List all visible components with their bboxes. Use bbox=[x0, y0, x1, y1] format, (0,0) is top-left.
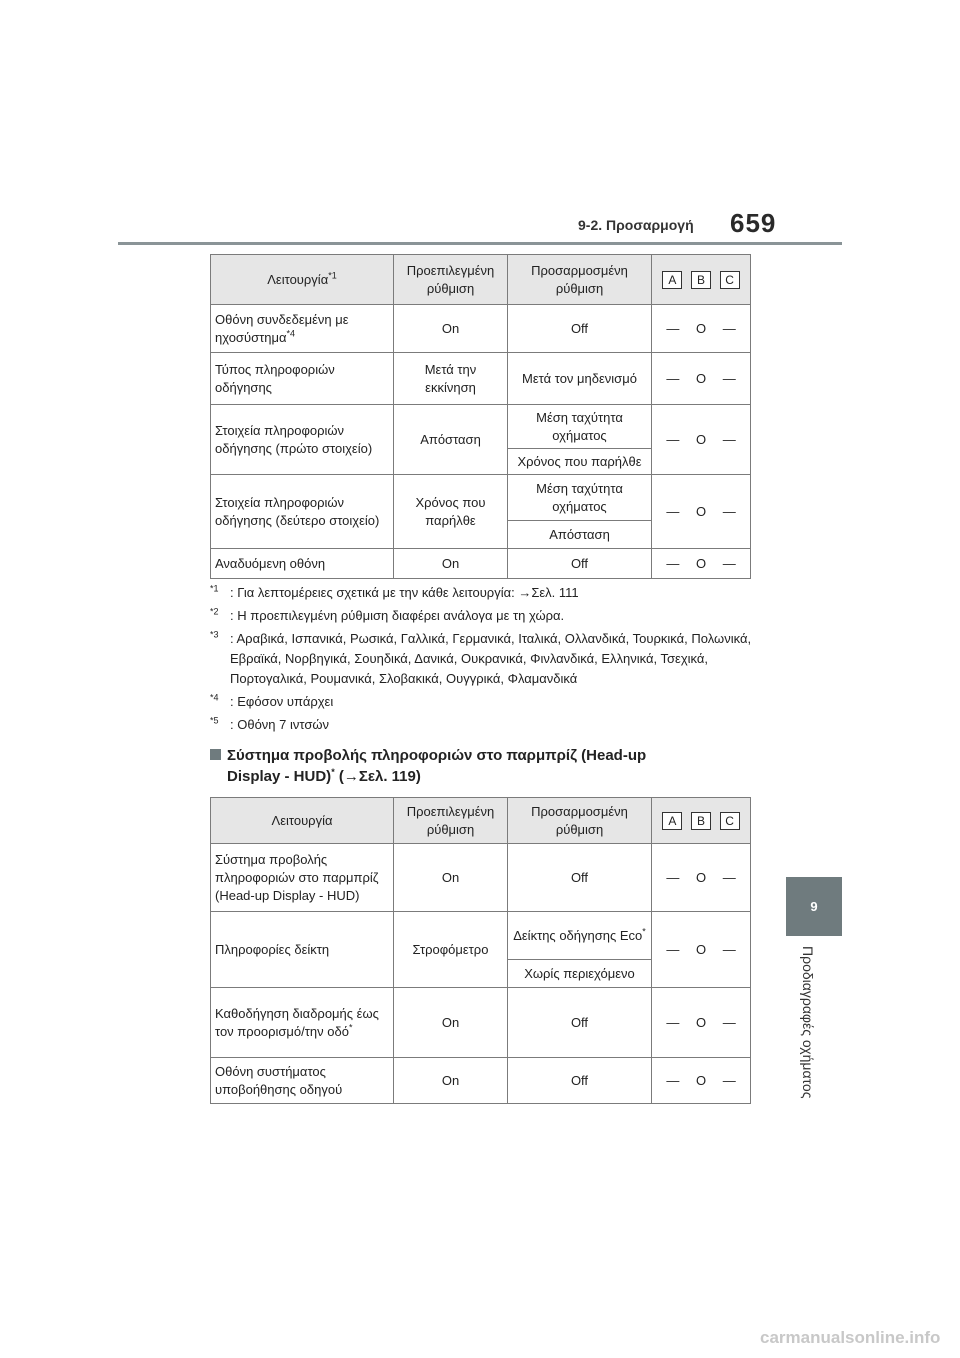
col-header-custom: Προσαρμοσμένη ρύθμιση bbox=[508, 798, 652, 844]
custom-cell: Χωρίς περιεχόμενο bbox=[508, 960, 652, 988]
col-header-abc bbox=[652, 798, 751, 844]
table-row bbox=[211, 912, 751, 960]
table-row bbox=[211, 1058, 751, 1104]
label-b: B bbox=[691, 271, 711, 289]
custom-cell: Off bbox=[508, 988, 652, 1058]
col-header-default: Προεπιλεγμένη ρύθμιση bbox=[394, 798, 508, 844]
custom-cell: Χρόνος που παρήλθε bbox=[508, 449, 652, 475]
table-row bbox=[211, 475, 751, 521]
function-cell: Οθόνη συνδεδεμένη με ηχοσύστημα$^{*4}$ bbox=[211, 305, 394, 353]
abc-cell: — O — bbox=[652, 475, 751, 549]
col-header-function: Λειτουργία bbox=[211, 798, 394, 844]
abc-cell: — O — bbox=[652, 1058, 751, 1104]
table-row bbox=[211, 844, 751, 912]
default-cell: On bbox=[394, 549, 508, 579]
label-a: A bbox=[662, 812, 682, 830]
abc-cell: — O — bbox=[652, 405, 751, 475]
function-cell: Αναδυόμενη οθόνη bbox=[211, 549, 394, 579]
custom-cell: Off bbox=[508, 305, 652, 353]
abc-cell: — O — bbox=[652, 988, 751, 1058]
abc-cell: — O — bbox=[652, 549, 751, 579]
footnote: $^{*3}$ : Αραβικά, Ισπανικά, Ρωσικά, Γαλλικά, Γερμανικά, Ιταλικά, Ολλανδικά, Τουρκικά, Πολωνικά, Εβραϊκά, Νορβηγικά, Σουηδικά, Δανικά, Ουκρανικά, Φινλανδικά, Ελληνικά, Τσεχικά, Πορτογαλικά, Ρουμανικά, Σλοβακικά, Ουγγρικά, Φλαμανδικά bbox=[210, 629, 752, 686]
default-cell: On bbox=[394, 1058, 508, 1104]
col-header-abc bbox=[652, 255, 751, 305]
header-divider bbox=[118, 242, 842, 245]
col-header-custom: Προσαρμοσμένη ρύθμιση bbox=[508, 255, 652, 305]
function-cell: Σύστημα προβολής πληροφοριών στο παρμπρίζ (Head-up Display - HUD) bbox=[211, 844, 394, 912]
footnote: $^{*2}$ : Η προεπιλεγμένη ρύθμιση διαφέρει ανάλογα με τη χώρα. bbox=[210, 606, 565, 623]
default-cell: On bbox=[394, 305, 508, 353]
footnote: $^{*5}$ : Οθόνη 7 ιντσών bbox=[210, 715, 329, 732]
label-a: A bbox=[662, 271, 682, 289]
custom-cell: Μέση ταχύτητα οχήματος bbox=[508, 475, 652, 521]
default-cell: Απόσταση bbox=[394, 405, 508, 475]
section-title: 9-2. Προσαρμογή bbox=[578, 217, 694, 233]
function-cell: Στοιχεία πληροφοριών οδήγησης (δεύτερο στοιχείο) bbox=[211, 475, 394, 549]
table-row bbox=[211, 549, 751, 579]
footnote: $^{*4}$ : Εφόσον υπάρχει bbox=[210, 692, 334, 709]
square-bullet-icon bbox=[210, 749, 221, 760]
custom-cell: Απόσταση bbox=[508, 521, 652, 549]
table-row bbox=[211, 305, 751, 353]
col-header-default: Προεπιλεγμένη ρύθμιση bbox=[394, 255, 508, 305]
settings-table-1 bbox=[210, 254, 751, 579]
abc-cell: — O — bbox=[652, 912, 751, 988]
abc-cell: — O — bbox=[652, 353, 751, 405]
label-c: C bbox=[720, 271, 740, 289]
custom-cell: Off bbox=[508, 549, 652, 579]
function-cell: Καθοδήγηση διαδρομής έως τον προορισμό/την οδό* bbox=[211, 988, 394, 1058]
table-row bbox=[211, 353, 751, 405]
custom-cell: Off bbox=[508, 1058, 652, 1104]
custom-cell: Off bbox=[508, 844, 652, 912]
chapter-tab: 9 bbox=[786, 877, 842, 936]
label-c: C bbox=[720, 812, 740, 830]
page-number: 659 bbox=[730, 208, 777, 238]
default-cell: On bbox=[394, 988, 508, 1058]
default-cell: On bbox=[394, 844, 508, 912]
default-cell: Χρόνος που παρήλθε bbox=[394, 475, 508, 549]
chapter-title: Προδιαγραφές οχήματος bbox=[800, 946, 816, 1099]
abc-cell: — O — bbox=[652, 305, 751, 353]
label-b: B bbox=[691, 812, 711, 830]
default-cell: Στροφόμετρο bbox=[394, 912, 508, 988]
function-cell: Οθόνη συστήματος υποβοήθησης οδηγού bbox=[211, 1058, 394, 1104]
custom-cell: Μετά τον μηδενισμό bbox=[508, 353, 652, 405]
settings-table-2 bbox=[210, 797, 751, 1104]
hud-section-heading: Σύστημα προβολής πληροφοριών στο παρμπρίζ (Head-up Display - HUD)* (→Σελ. 119) bbox=[210, 745, 750, 787]
function-cell: Πληροφορίες δείκτη bbox=[211, 912, 394, 988]
footnotes bbox=[210, 583, 770, 738]
custom-cell: Δείκτης οδήγησης Eco* bbox=[508, 912, 652, 960]
function-cell: Τύπος πληροφοριών οδήγησης bbox=[211, 353, 394, 405]
col-header-function: Λειτουργία$^{*1}$ bbox=[211, 255, 394, 305]
chapter-label bbox=[800, 946, 830, 1146]
default-cell: Μετά την εκκίνηση bbox=[394, 353, 508, 405]
footnote: $^{*1}$ : Για λεπτομέρειες σχετικά με την κάθε λειτουργία: →Σελ. 111 bbox=[210, 583, 579, 600]
custom-cell: Μέση ταχύτητα οχήματος bbox=[508, 405, 652, 449]
table-row bbox=[211, 988, 751, 1058]
abc-cell: — O — bbox=[652, 844, 751, 912]
watermark: carmanualsonline.info bbox=[760, 1328, 941, 1347]
table-row bbox=[211, 405, 751, 449]
function-cell: Στοιχεία πληροφοριών οδήγησης (πρώτο στοιχείο) bbox=[211, 405, 394, 475]
